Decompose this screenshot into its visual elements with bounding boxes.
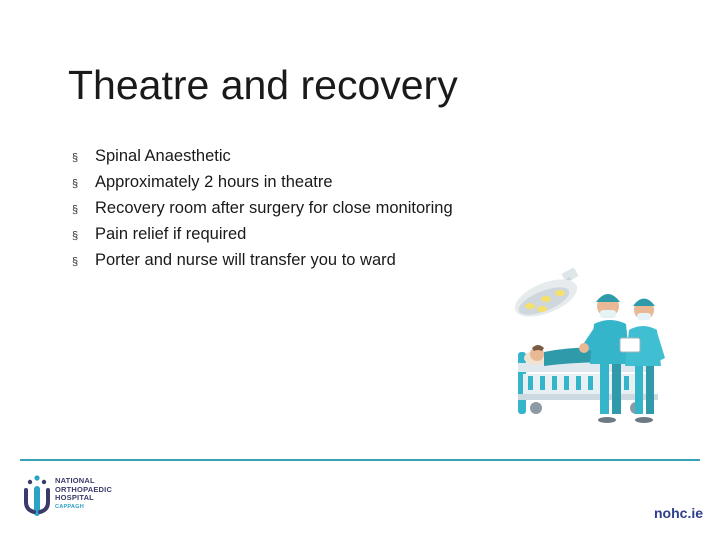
bullet-text: Approximately 2 hours in theatre [95, 173, 333, 191]
bullet-item [72, 225, 453, 251]
bullet-list [72, 147, 453, 277]
footer-divider [20, 459, 700, 461]
bullet-text: Pain relief if required [95, 225, 247, 243]
logo-subline: CAPPAGH [55, 503, 84, 510]
bullet-item [72, 251, 453, 277]
bullet-text: Porter and nurse will transfer you to ward [95, 251, 396, 269]
slide-title: Theatre and recovery [68, 62, 458, 108]
bullet-marker: § [72, 256, 79, 268]
bullet-marker: § [72, 204, 79, 216]
bullet-item [72, 147, 453, 173]
bullet-item [72, 199, 453, 225]
hospital-logo [22, 474, 132, 524]
hospital-logo-text [55, 477, 112, 511]
website-link[interactable]: nohc.ie [654, 505, 704, 521]
logo-line: HOSPITAL [55, 493, 94, 503]
bullet-text: Spinal Anaesthetic [95, 147, 231, 165]
bullet-marker: § [72, 178, 79, 190]
bullet-marker: § [72, 230, 79, 242]
bullet-marker: § [72, 152, 79, 164]
nurse-icon [620, 299, 665, 424]
bullet-item [72, 173, 453, 199]
logo-line: ORTHOPAEDIC [55, 484, 113, 494]
bullet-text: Recovery room after surgery for close monitoring [95, 199, 453, 217]
hospital-logo-icon [22, 474, 52, 522]
surgical-lamp-icon [510, 268, 582, 324]
logo-line: NATIONAL [55, 476, 95, 485]
operating-theatre-illustration [508, 268, 683, 438]
